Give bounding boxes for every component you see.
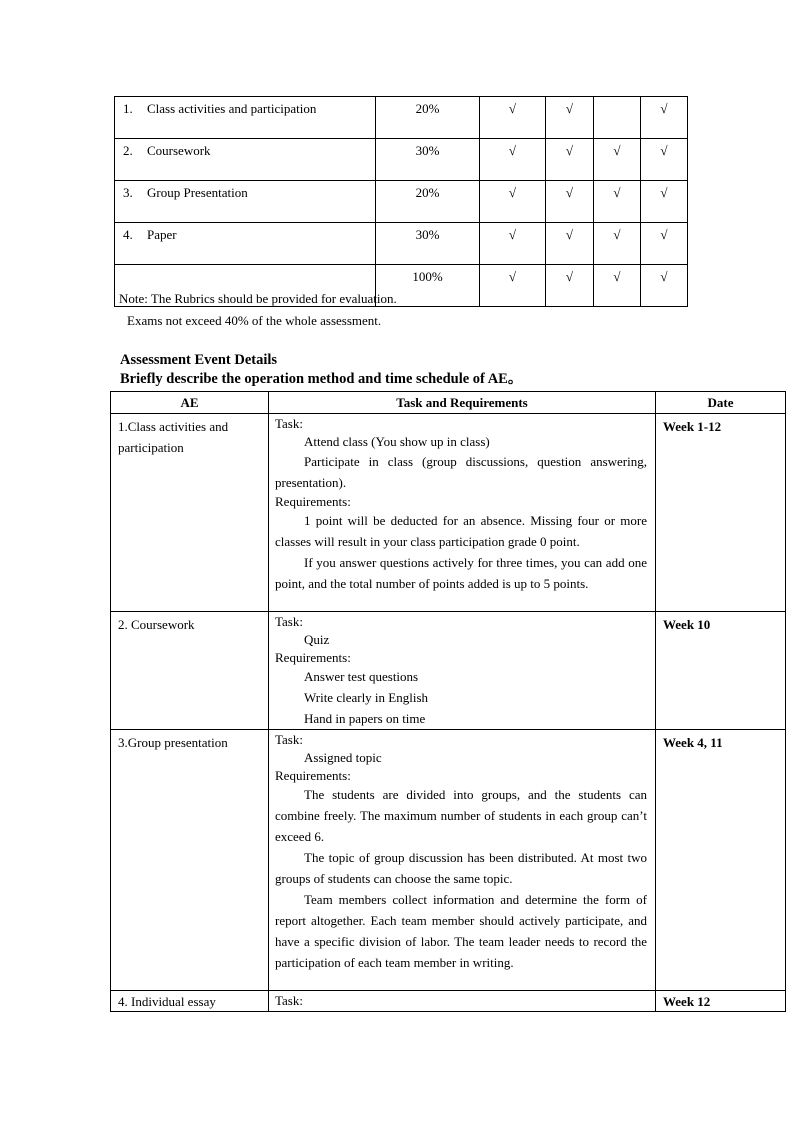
item-number: 4. (123, 227, 133, 242)
check-cell: √ (641, 97, 688, 139)
item-name-cell (115, 97, 376, 139)
check-cell: √ (480, 265, 546, 307)
table-row (111, 991, 786, 1012)
weight-cell: 20% (376, 97, 480, 139)
ae-cell: 2. Coursework (111, 612, 269, 730)
table-row (115, 139, 688, 181)
task-label: Task: (275, 732, 303, 747)
task-item: Attend class (You show up in class) (304, 434, 490, 449)
check-cell: √ (641, 265, 688, 307)
check-cell (594, 97, 641, 139)
ae-cell: 4. Individual essay (111, 991, 269, 1012)
assessment-weights-table (114, 96, 688, 307)
table-row (115, 223, 688, 265)
header-date: Date (656, 392, 786, 414)
table-row (115, 181, 688, 223)
rubrics-note: Note: The Rubrics should be provided for evaluation. (119, 291, 397, 306)
task-cell (269, 414, 656, 612)
weight-cell: 30% (376, 139, 480, 181)
section-title: Assessment Event Details (120, 352, 278, 368)
check-cell: √ (480, 181, 546, 223)
task-cell (269, 730, 656, 991)
table-row (115, 97, 688, 139)
item-number: 1. (123, 101, 133, 116)
ae-cell: 1.Class activities and participation (111, 414, 269, 612)
assessment-event-table (110, 391, 786, 1012)
task-item: Participate in class (group discussions, question answering, presentation). (275, 454, 647, 490)
requirement-item: If you answer questions actively for three times, you can add one point, and the total number of points added is up to 5 points. (275, 555, 647, 591)
date-cell: Week 4, 11 (656, 730, 786, 991)
total-weight-cell: 100% (376, 265, 480, 307)
requirement-item: The students are divided into groups, and the students can combine freely. The maximum number of students in each group can’t exceed 6. (275, 787, 647, 844)
item-number: 3. (123, 185, 133, 200)
task-cell (269, 991, 656, 1012)
item-name-cell (115, 223, 376, 265)
item-number: 2. (123, 143, 133, 158)
date-cell: Week 1-12 (656, 414, 786, 612)
requirements-label: Requirements: (275, 768, 351, 783)
task-item: Assigned topic (304, 750, 382, 765)
requirement-item: The topic of group discussion has been distributed. At most two groups of students can choose the same topic. (275, 850, 647, 886)
check-cell: √ (480, 97, 546, 139)
task-label: Task: (275, 416, 303, 431)
check-cell: √ (641, 223, 688, 265)
requirements-label: Requirements: (275, 494, 351, 509)
check-cell: √ (594, 181, 641, 223)
check-cell: √ (546, 139, 594, 181)
date-cell: Week 10 (656, 612, 786, 730)
check-cell: √ (480, 223, 546, 265)
check-cell: √ (641, 139, 688, 181)
table-row (111, 730, 786, 991)
date-cell: Week 12 (656, 991, 786, 1012)
check-cell: √ (480, 139, 546, 181)
header-row (111, 392, 786, 414)
exams-note: Exams not exceed 40% of the whole assessment. (127, 313, 382, 328)
check-cell: √ (594, 223, 641, 265)
requirements-label: Requirements: (275, 650, 351, 665)
check-cell: √ (546, 97, 594, 139)
item-name: Coursework (147, 143, 211, 158)
check-cell: √ (546, 181, 594, 223)
task-label: Task: (275, 614, 303, 629)
section-subtitle: Briefly describe the operation method and time schedule of AE。 (120, 371, 523, 387)
task-label: Task: (275, 993, 303, 1008)
ae-cell: 3.Group presentation (111, 730, 269, 991)
requirement-item: 1 point will be deducted for an absence. Missing four or more classes will result in your class participation grade 0 point. (275, 513, 647, 549)
requirement-item: Hand in papers on time (304, 711, 426, 726)
header-task: Task and Requirements (269, 392, 656, 414)
check-cell: √ (546, 265, 594, 307)
item-name: Class activities and participation (147, 101, 317, 116)
requirement-item: Answer test questions (304, 669, 419, 684)
check-cell: √ (594, 265, 641, 307)
header-ae: AE (111, 392, 269, 414)
weight-cell: 30% (376, 223, 480, 265)
table-row (111, 414, 786, 612)
task-item: Quiz (304, 632, 330, 647)
requirement-item: Write clearly in English (304, 690, 429, 705)
item-name: Group Presentation (147, 185, 248, 200)
check-cell: √ (594, 139, 641, 181)
item-name-cell (115, 139, 376, 181)
check-cell: √ (641, 181, 688, 223)
item-name: Paper (147, 227, 177, 242)
table-row (111, 612, 786, 730)
task-cell (269, 612, 656, 730)
check-cell: √ (546, 223, 594, 265)
requirement-item: Team members collect information and determine the form of report altogether. Each team member should actively participate, and have a specific division of labor. The team leader needs to record the participation of each team member in writing. (275, 892, 647, 970)
item-name-cell (115, 181, 376, 223)
weight-cell: 20% (376, 181, 480, 223)
